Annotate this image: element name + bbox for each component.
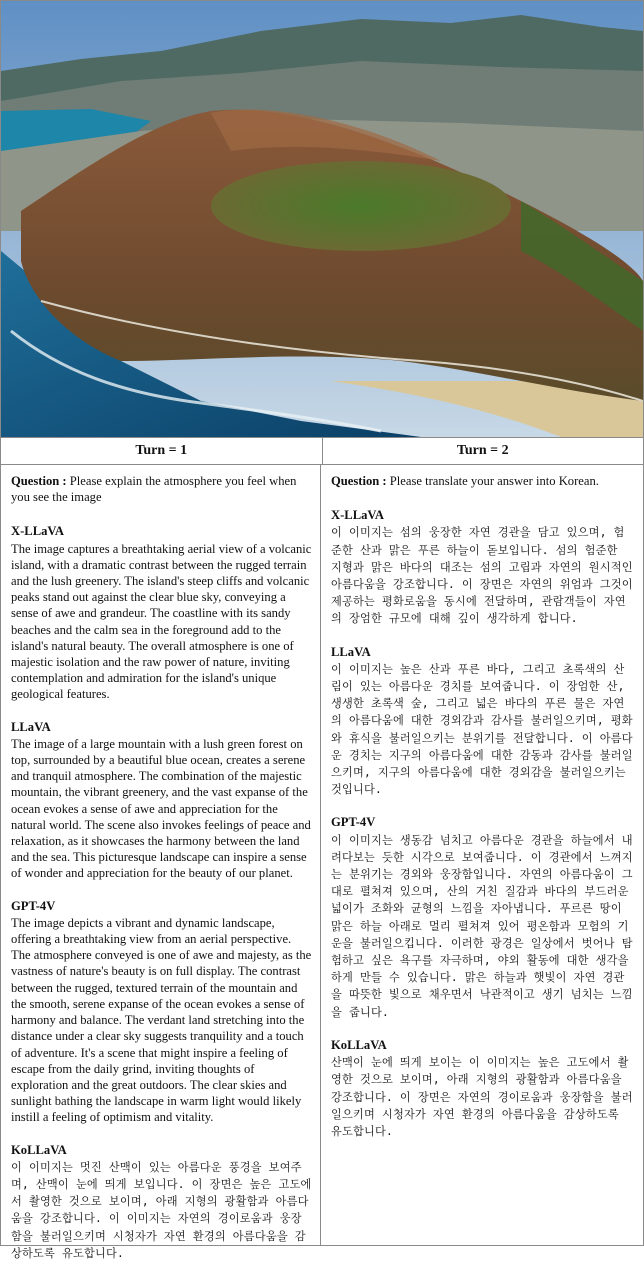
turn1-column [1,465,321,1260]
turn2-column [321,465,641,1245]
model-name: LLaVA [11,719,51,734]
model-name: GPT-4V [331,815,376,830]
response-text: 이 이미지는 높은 산과 푸른 바다, 그리고 초록색의 산림이 있는 아름다운 경치를 보여줍니다. 이 장엄한 산, 생생한 초록색 숲, 그리고 넓은 바다의 푸른 물은 자연의 아름다움에 대한 경외감과 감사를 불러일으키며, 평화와 휴식을 불러일으키는 분위기를 전달합니다. 이 아름다운 경치는 지구의 아름다움에 대한 감동과 감사를 불러일으키며, 지구의 아름다움에 대한 경외감을 불러일으키는 것입니다. [331,662,633,797]
model-name: GPT-4V [11,898,56,913]
turn2-response-kollava [331,1037,633,1140]
turn2-response-llava [331,644,633,799]
question-label: Question : [11,474,67,488]
turn1-header: Turn = 1 [1,438,323,464]
response-text: The image depicts a vibrant and dynamic landscape, offering a breathtaking view from an aerial perspective. The atmosphere conveyed is one of awe and majesty, as the vastness of nature's beauty is on full display. The contrast between the rugged, textured terrain of the mountain and the smooth, serene expanse of the ocean evokes a sense of harmony and balance. The verdant land stretching into the distance under a clear sky suggests tranquility and a touch of adventure. It's a scene that might inspire a feeling of escape from the daily grind, inviting thoughts of exploration and the great outdoors. The clear skies and sunlight bathing the landscape in warm light would likely instill a feeling of optimism and vitality. [11,915,312,1125]
model-name: KoLLaVA [11,1142,67,1157]
response-text: 이 이미지는 섬의 웅장한 자연 경관을 담고 있으며, 험준한 산과 맑은 푸른 하늘이 돋보입니다. 섬의 험준한 지형과 맑은 바다의 대조는 섬의 고립과 자연의 원시적인 아름다움을 강조합니다. 이 장면은 자연의 위엄과 그것이 제공하는 평화로움을 동시에 전달하며, 관람객들이 자연의 장엄한 규모에 대해 깊이 생각하게 합니다. [331,526,633,626]
model-name: X-LLaVA [11,524,64,539]
turn2-question [331,473,633,489]
turn2-response-xllava [331,507,633,627]
turn1-question [11,473,312,505]
question-text: Please translate your answer into Korean. [389,474,599,488]
turn2-header: Turn = 2 [456,443,509,458]
turn1-response-xllava [11,523,312,702]
response-text: 산맥이 눈에 띄게 보이는 이 이미지는 높은 고도에서 촬영한 것으로 보이며, 아래 지형의 광활함과 아름다움을 강조합니다. 이 장면은 자연의 경이로움과 웅장함을 불러일으키며 시청자가 자연 환경의 아름다움을 감상하도록 유도합니다. [331,1056,633,1138]
model-name: LLaVA [331,644,371,659]
question-text: Please explain the atmosphere you feel when you see the image [11,474,297,505]
turn1-response-llava [11,719,312,882]
turn1-response-kollava [11,1142,312,1262]
response-text: The image of a large mountain with a lush green forest on top, surrounded by a beautiful blue ocean, creates a serene and tranquil atmosphere. The combination of the majestic mountain, the vibrant greenery, and the vast expanse of the ocean evokes a sense of awe and appreciation for the natural world. The scene also invokes feelings of peace and relaxation, as it showcases the harmony between the land and the sea. This picturesque landscape can inspire a sense of wonder and appreciation for the beauty of our planet. [11,736,311,881]
question-label: Question : [331,474,387,488]
turn-header-row [1,438,643,465]
response-text: 이 이미지는 생동감 넘치고 아름다운 경관을 하늘에서 내려다보는 듯한 시각으로 보여줍니다. 이 경관에서 느껴지는 분위기는 경외와 웅장함입니다. 자연의 아름다움이 그대로 펼쳐져 있으며, 산의 거친 질감과 바다의 부드러운 넓이가 조화와 균형의 느낌을 자아냅니다. 푸르른 땅이 맑은 하늘 아래로 멀리 펼쳐져 있어 평온함과 모험의 기운을 불러일으킵니다. 이러한 광경은 일상에서 벗어나 탐험하고 싶은 욕구를 자극하며, 야외 활동에 대한 생각을 하게 만들 수 있습니다. 맑은 하늘과 햇빛이 자연 경관을 따뜻한 빛으로 채우면서 낙관적이고 생기 넘치는 느낌을 줍니다. [331,833,633,1019]
model-name: KoLLaVA [331,1037,387,1052]
responses-table [1,465,643,1260]
model-name: X-LLaVA [331,508,384,523]
turn2-response-gpt4v [331,814,633,1020]
crater-aerial-photo [1,1,643,438]
turn1-response-gpt4v [11,898,312,1126]
response-text: 이 이미지는 멋진 산맥이 있는 아름다운 풍경을 보여주며, 산맥이 눈에 띄게 보입니다. 이 장면은 높은 고도에서 촬영한 것으로 보이며, 아래 지형의 광활함과 아름다움을 강조합니다. 이 이미지는 자연의 경이로움과 웅장함을 불러일으키며 시청자가 자연 환경의 아름다움을 감상하도록 유도합니다. [11,1160,312,1260]
response-text: The image captures a breathtaking aerial view of a volcanic island, with a dramatic contrast between the rugged terrain and the lush greenery. The island's steep cliffs and volcanic peaks stand out against the clear blue sky, conveying a sense of awe and grandeur. The coastline with its sandy beaches and the calm sea in the foreground add to the island's natural beauty. The overall atmosphere is one of majestic isolation and the raw power of nature, inviting contemplation and admiration for the island's unique geological features. [11,541,312,702]
